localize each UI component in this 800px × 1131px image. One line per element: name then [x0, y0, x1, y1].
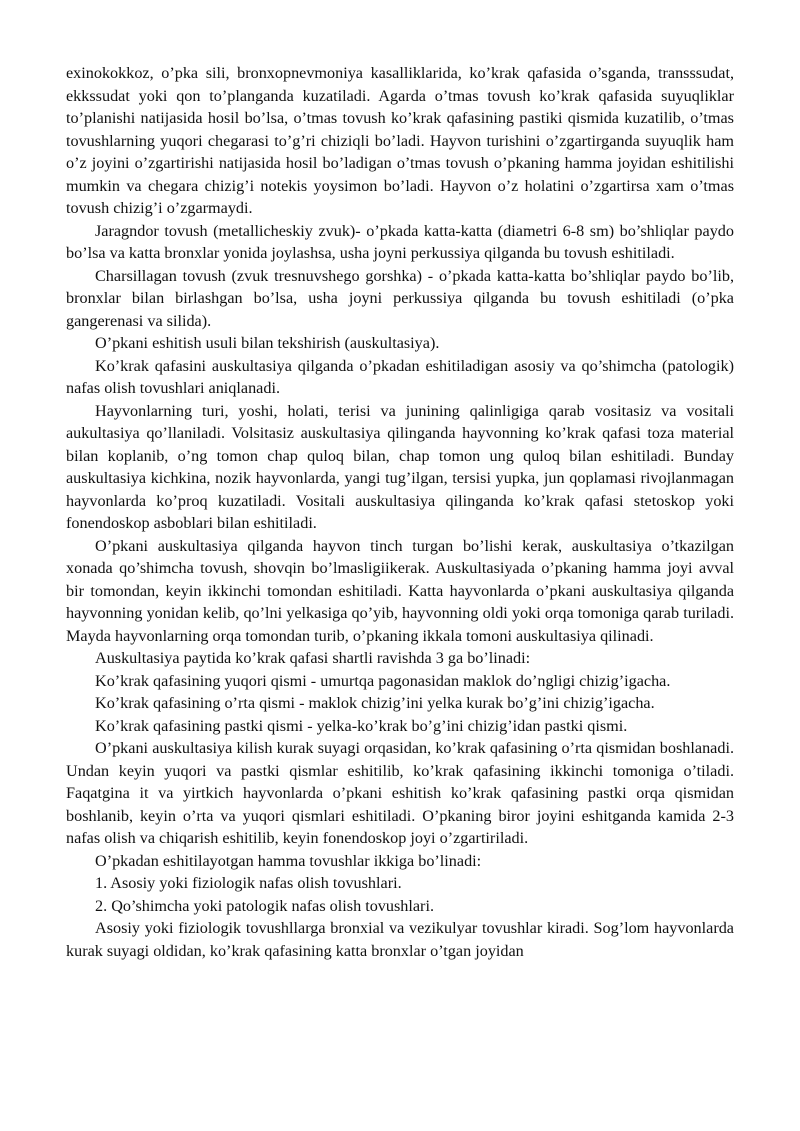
paragraph-dull-sound-continuation: exinokokkoz, o’pka sili, bronxopnevmoniya kasalliklarida, ko’krak qafasida o’sganda, transssudat, ekkssudat yoki qon to’planganda kuzatiladi. Agarda o’tmas tovush ko’krak qafasida suyuqliklar to’planishi natijasida hosil bo’lsa, o’tmas tovush ko’krak qafasining pastiki qismida kuzatilib, o’tmas tovushlarning yuqori chegarasi to’g’ri chiziqli bo’ladi. Hayvon turishini o’zgartirganda suyuqlik ham o’z joyini o’zgartirishi natijasida hosil bo’ladigan o’tmas tovush o’pkaning hamma joyidan eshitilishi mumkin va chegara chizig’i notekis yoysimon bo’ladi. Hayvon o’z holatini o’zgartirsa xam o’tmas tovush chizig’i o’zgarmaydi.	[66, 64, 734, 217]
list-item-basic-sounds: 1. Asosiy yoki fiziologik nafas olish tovushlari.	[95, 874, 402, 892]
paragraph-metallic-sound: Jaragndor tovush (metallicheskiy zvuk)- o’pkada katta-katta (diametri 6-8 sm) bo’shliqlar paydo bo’lsa va katta bronxlar yonida joylashsa, usha joyni perkussiya qilganda bu tovush eshitiladi.	[66, 221, 734, 262]
paragraph-sound-classes: O’pkadan eshitilayotgan hamma tovushlar ikkiga bo’linadi:	[95, 851, 482, 870]
paragraph-cracked-pot-sound: Charsillagan tovush (zvuk tresnuvshego gorshka) - o’pkada katta-katta bo’shliqlar paydo bo’lib, bronxlar bilan birlashgan bo’lsa, usha joyni perkussiya qilganda bu tovush eshitiladi (o’pka gangerenasi va silida).	[66, 266, 734, 330]
paragraph-middle-part: Ko’krak qafasining o’rta qismi - maklok chizig’ini yelka kurak bo’g’ini chizig’igacha.	[95, 694, 655, 712]
paragraph-lower-part: Ko’krak qafasining pastki qismi - yelka-ko’krak bo’g’ini chizig’idan pastki qismi.	[95, 716, 628, 735]
paragraph-basic-sounds-description: Asosiy yoki fiziologik tovushllarga bronxial va vezikulyar tovushlar kiradi. Sog’lom hayvonlarda kurak suyagi oldidan, ko’krak qafasining katta bronxlar o’tgan joyidan	[66, 919, 734, 960]
paragraph-auscultation-methods: Hayvonlarning turi, yoshi, holati, terisi va junining qalinligiga qarab vositasiz va vositali aukultasiya qo’llaniladi. Volsitasiz auskultasiya qilinganda hayvonning ko’krak qafasi toza material bilan koplanib, o’ng tomon chap quloq bilan, chap tomon ung quloq bilan eshitiladi. Bunday auskultasiya kichkina, nozik hayvonlarda, yangi tug’ilgan, tersisi yupka, jun qoplamasi rivojlanmagan hayvonlarda ko’proq kuzatiladi. Vositali auskultasiya qilinganda ko’krak qafasi stetoskop yoki fonendoskop asboblari bilan eshitiladi.	[66, 401, 734, 532]
paragraph-chest-division: Auskultasiya paytida ko’krak qafasi shartli ravishda 3 ga bo’linadi:	[95, 649, 531, 667]
list-item-additional-sounds: 2. Qo’shimcha yoki patologik nafas olish tovushlari.	[95, 896, 434, 915]
paragraph-auscultation-order: O’pkani auskultasiya kilish kurak suyagi orqasidan, ko’krak qafasining o’rta qismidan boshlanadi. Undan keyin yuqori va pastki qismlar eshitilib, ko’krak qafasining ikkinchi tomoniga o’tiladi. Faqatgina it va yirtkich hayvonlarda o’pkani eshitish ko’krak qafasining pastki orqa qismidan boshlanib, keyin o’rta va yuqori qismlari eshitiladi. O’pkaning biror joyini eshitganda kamida 2-3 nafas olish va chiqarish eshitilib, keyin fonendoskop joyi o’zgartiriladi.	[66, 739, 734, 847]
paragraph-auscultation-intro: Ko’krak qafasini auskultasiya qilganda o’pkadan eshitiladigan asosiy va qo’shimcha (patologik) nafas olish tovushlari aniqlanadi.	[66, 356, 734, 397]
paragraph-upper-part: Ko’krak qafasining yuqori qismi - umurtqa pagonasidan maklok do’ngligi chizig’igacha.	[95, 671, 671, 690]
paragraph-auscultation-conditions: O’pkani auskultasiya qilganda hayvon tinch turgan bo’lishi kerak, auskultasiya o’tkazilgan xonada qo’shimcha tovush, shovqin bo’lmasligiikerak. Auskultasiyada o’pkaning hamma joyi avval bir tomondan, keyin ikkinchi tomondan eshitiladi. Katta hayvonlarda o’pkani auskultasiya qilganda hayvonning yonidan kelib, qo’lni yelkasiga qo’yib, hayvonning oldi yoki orqa tomoniga qarab turiladi. Mayda hayvonlarning orqa tomondan turib, o’pkaning ikkala tomoni auskultasiya qilinadi.	[66, 536, 734, 645]
section-heading-auscultation: O’pkani eshitish usuli bilan tekshirish (auskultasiya).	[95, 334, 440, 352]
